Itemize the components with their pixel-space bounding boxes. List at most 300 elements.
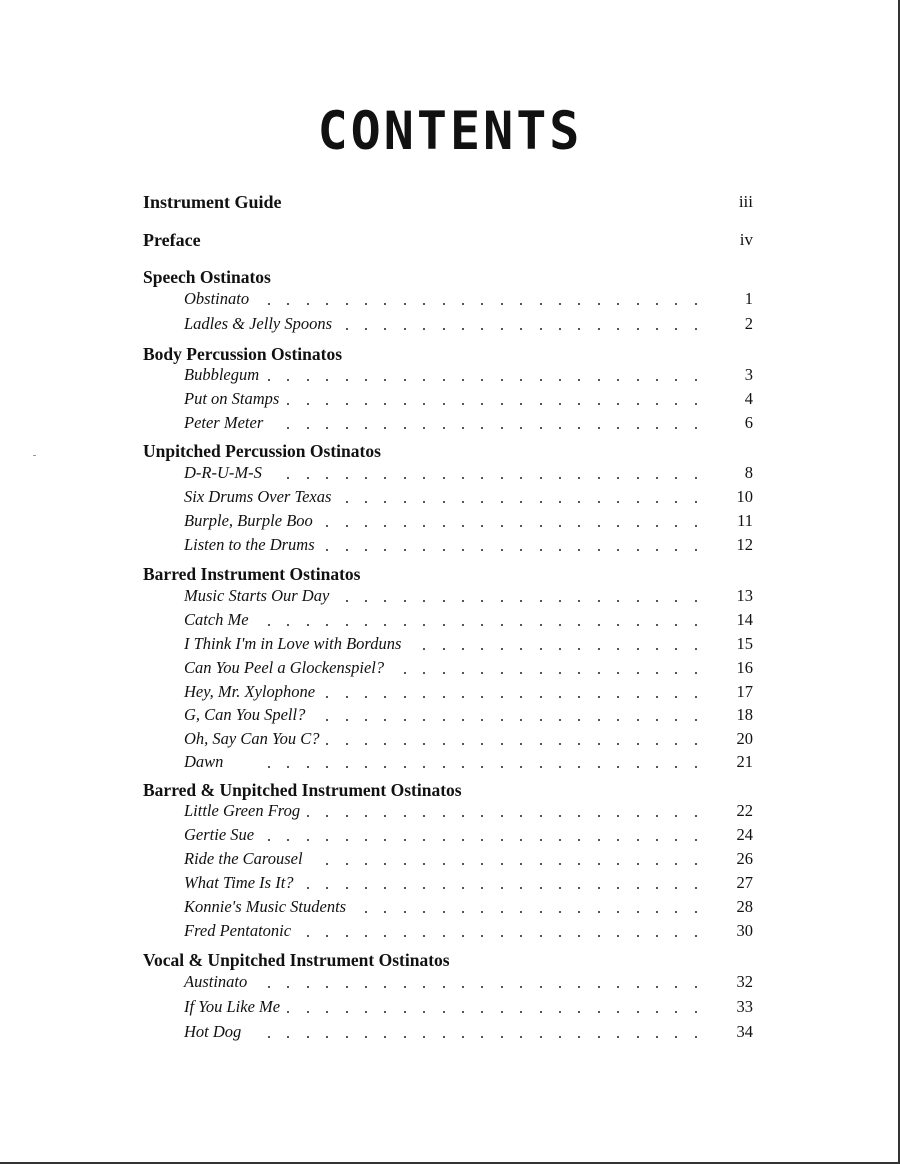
leader-dot xyxy=(559,1036,561,1038)
leader-dot xyxy=(346,839,348,841)
leader-dot xyxy=(443,815,445,817)
leader-dot xyxy=(423,501,425,503)
leader-dot xyxy=(656,624,658,626)
item-page-number: 14 xyxy=(736,610,753,629)
leader-dot xyxy=(617,911,619,913)
item-label: Hot Dog xyxy=(184,1022,242,1041)
leader-dot xyxy=(637,328,639,330)
leader-dot xyxy=(346,624,348,626)
leader-dot xyxy=(598,1036,600,1038)
item-label: Put on Stamps xyxy=(184,389,280,408)
leader-dot xyxy=(384,1011,386,1013)
leader-dot xyxy=(404,743,406,745)
leader-dot xyxy=(501,719,503,721)
dot-leader xyxy=(0,463,900,485)
item-page-number: 2 xyxy=(744,314,753,333)
leader-dot xyxy=(520,525,522,527)
leader-dot xyxy=(326,986,328,988)
leader-dot xyxy=(675,815,677,817)
leader-dot xyxy=(326,403,328,405)
leader-dot xyxy=(598,696,600,698)
leader-dot xyxy=(656,766,658,768)
leader-dot xyxy=(695,815,697,817)
leader-dot xyxy=(365,719,367,721)
item-label: Konnie's Music Students xyxy=(184,897,347,916)
leader-dot xyxy=(540,624,542,626)
leader-dot xyxy=(637,1011,639,1013)
section-heading-label: Speech Ostinatos xyxy=(143,267,271,287)
leader-dot xyxy=(559,427,561,429)
leader-dot xyxy=(598,743,600,745)
dot-leader xyxy=(0,825,900,847)
leader-dot xyxy=(443,648,445,650)
leader-dot xyxy=(656,600,658,602)
item-label: D-R-U-M-S xyxy=(184,463,262,482)
leader-dot xyxy=(501,863,503,865)
leader-dot xyxy=(481,549,483,551)
leader-dot xyxy=(384,549,386,551)
leader-dot xyxy=(695,328,697,330)
leader-dot xyxy=(423,696,425,698)
leader-dot xyxy=(675,600,677,602)
leader-dot xyxy=(326,525,328,527)
leader-dot xyxy=(365,815,367,817)
leader-dot xyxy=(404,525,406,527)
leader-dot xyxy=(326,379,328,381)
leader-dot xyxy=(326,696,328,698)
leader-dot xyxy=(540,815,542,817)
leader-dot xyxy=(346,696,348,698)
leader-dot xyxy=(675,1011,677,1013)
leader-dot xyxy=(346,815,348,817)
dot-leader xyxy=(0,705,900,727)
leader-dot xyxy=(365,427,367,429)
section-heading-label: Barred & Unpitched Instrument Ostinatos xyxy=(143,780,462,800)
page-title: CONTENTS xyxy=(317,100,583,162)
dot-leader xyxy=(0,289,900,311)
leader-dot xyxy=(501,911,503,913)
leader-dot xyxy=(481,648,483,650)
leader-dot xyxy=(404,328,406,330)
leader-dot xyxy=(656,328,658,330)
leader-dot xyxy=(481,328,483,330)
leader-dot xyxy=(617,1036,619,1038)
leader-dot xyxy=(695,863,697,865)
leader-dot xyxy=(598,477,600,479)
leader-dot xyxy=(656,648,658,650)
leader-dot xyxy=(423,743,425,745)
leader-dot xyxy=(617,624,619,626)
leader-dot xyxy=(656,696,658,698)
leader-dot xyxy=(346,403,348,405)
leader-dot xyxy=(637,549,639,551)
leader-dot xyxy=(384,328,386,330)
dot-leader xyxy=(0,511,900,533)
leader-dot xyxy=(617,887,619,889)
leader-dot xyxy=(423,303,425,305)
leader-dot xyxy=(384,403,386,405)
dot-leader xyxy=(0,849,900,871)
leader-dot xyxy=(423,863,425,865)
leader-dot xyxy=(462,696,464,698)
item-page-number: 21 xyxy=(736,752,753,771)
leader-dot xyxy=(520,863,522,865)
item-label: What Time Is It? xyxy=(184,873,294,892)
leader-dot xyxy=(637,766,639,768)
leader-dot xyxy=(695,648,697,650)
item-label: G, Can You Spell? xyxy=(184,705,306,724)
leader-dot xyxy=(346,303,348,305)
leader-dot xyxy=(365,696,367,698)
leader-dot xyxy=(578,887,580,889)
leader-dot xyxy=(462,303,464,305)
leader-dot xyxy=(540,672,542,674)
leader-dot xyxy=(637,672,639,674)
leader-dot xyxy=(384,743,386,745)
leader-dot xyxy=(423,624,425,626)
item-page-number: 8 xyxy=(744,463,753,482)
leader-dot xyxy=(520,501,522,503)
item-label: Dawn xyxy=(184,752,224,771)
leader-dot xyxy=(559,863,561,865)
dot-leader xyxy=(0,314,900,336)
leader-dot xyxy=(462,477,464,479)
dot-leader xyxy=(0,658,900,680)
leader-dot xyxy=(695,501,697,503)
leader-dot xyxy=(656,303,658,305)
item-label: Burple, Burple Boo xyxy=(184,511,313,530)
leader-dot xyxy=(559,379,561,381)
leader-dot xyxy=(384,986,386,988)
leader-dot xyxy=(423,719,425,721)
leader-dot xyxy=(540,549,542,551)
leader-dot xyxy=(443,303,445,305)
leader-dot xyxy=(520,986,522,988)
leader-dot xyxy=(520,839,522,841)
leader-dot xyxy=(501,766,503,768)
leader-dot xyxy=(540,427,542,429)
leader-dot xyxy=(423,525,425,527)
item-page-number: 22 xyxy=(736,801,753,820)
leader-dot xyxy=(423,1036,425,1038)
item-page-number: 32 xyxy=(736,972,753,991)
leader-dot xyxy=(462,525,464,527)
leader-dot xyxy=(404,696,406,698)
item-label: Obstinato xyxy=(184,289,250,308)
leader-dot xyxy=(423,379,425,381)
leader-dot xyxy=(423,477,425,479)
leader-dot xyxy=(695,1036,697,1038)
leader-dot xyxy=(637,743,639,745)
leader-dot xyxy=(384,303,386,305)
leader-dot xyxy=(598,1011,600,1013)
item-label: Austinato xyxy=(184,972,248,991)
leader-dot xyxy=(559,911,561,913)
leader-dot xyxy=(462,911,464,913)
leader-dot xyxy=(501,1011,503,1013)
leader-dot xyxy=(695,743,697,745)
dot-leader xyxy=(0,921,900,943)
leader-dot xyxy=(501,525,503,527)
leader-dot xyxy=(675,839,677,841)
leader-dot xyxy=(617,815,619,817)
leader-dot xyxy=(520,887,522,889)
leader-dot xyxy=(559,766,561,768)
leader-dot xyxy=(404,477,406,479)
leader-dot xyxy=(637,303,639,305)
item-label: Can You Peel a Glockenspiel? xyxy=(184,658,385,677)
item-page-number: 6 xyxy=(744,413,753,432)
leader-dot xyxy=(326,624,328,626)
leader-dot xyxy=(520,549,522,551)
leader-dot xyxy=(423,328,425,330)
leader-dot xyxy=(598,719,600,721)
item-label: Little Green Frog xyxy=(184,801,301,820)
leader-dot xyxy=(578,911,580,913)
leader-dot xyxy=(617,719,619,721)
leader-dot xyxy=(617,766,619,768)
leader-dot xyxy=(637,600,639,602)
leader-dot xyxy=(559,1011,561,1013)
leader-dot xyxy=(637,935,639,937)
leader-dot xyxy=(346,1011,348,1013)
leader-dot xyxy=(578,477,580,479)
leader-dot xyxy=(326,887,328,889)
leader-dot xyxy=(287,624,289,626)
leader-dot xyxy=(501,427,503,429)
leader-dot xyxy=(404,624,406,626)
leader-dot xyxy=(287,766,289,768)
leader-dot xyxy=(637,719,639,721)
item-page-number: 11 xyxy=(737,511,753,530)
leader-dot xyxy=(287,403,289,405)
leader-dot xyxy=(598,911,600,913)
leader-dot xyxy=(598,815,600,817)
leader-dot xyxy=(481,743,483,745)
leader-dot xyxy=(326,766,328,768)
leader-dot xyxy=(540,477,542,479)
leader-dot xyxy=(481,986,483,988)
leader-dot xyxy=(501,986,503,988)
leader-dot xyxy=(695,549,697,551)
leader-dot xyxy=(559,986,561,988)
leader-dot xyxy=(326,743,328,745)
leader-dot xyxy=(559,303,561,305)
item-label: Oh, Say Can You C? xyxy=(184,729,320,748)
leader-dot xyxy=(656,815,658,817)
dot-leader xyxy=(0,389,900,411)
item-label: Gertie Sue xyxy=(184,825,255,844)
leader-dot xyxy=(559,624,561,626)
leader-dot xyxy=(695,1011,697,1013)
leader-dot xyxy=(443,1011,445,1013)
leader-dot xyxy=(404,815,406,817)
leader-dot xyxy=(656,672,658,674)
leader-dot xyxy=(346,743,348,745)
leader-dot xyxy=(598,935,600,937)
leader-dot xyxy=(656,549,658,551)
leader-dot xyxy=(695,477,697,479)
leader-dot xyxy=(540,303,542,305)
item-page-number: 34 xyxy=(736,1022,753,1041)
leader-dot xyxy=(637,911,639,913)
leader-dot xyxy=(481,815,483,817)
leader-dot xyxy=(326,719,328,721)
leader-dot xyxy=(443,743,445,745)
leader-dot xyxy=(578,719,580,721)
leader-dot xyxy=(675,328,677,330)
leader-dot xyxy=(578,696,580,698)
leader-dot xyxy=(384,863,386,865)
leader-dot xyxy=(675,549,677,551)
leader-dot xyxy=(578,1036,580,1038)
leader-dot xyxy=(501,815,503,817)
leader-dot xyxy=(540,1036,542,1038)
leader-dot xyxy=(481,501,483,503)
leader-dot xyxy=(326,477,328,479)
leader-dot xyxy=(443,911,445,913)
leader-dot xyxy=(307,477,309,479)
leader-dot xyxy=(365,525,367,527)
leader-dot xyxy=(520,303,522,305)
leader-dot xyxy=(578,672,580,674)
leader-dot xyxy=(559,600,561,602)
leader-dot xyxy=(656,986,658,988)
leader-dot xyxy=(501,501,503,503)
leader-dot xyxy=(675,719,677,721)
leader-dot xyxy=(443,379,445,381)
leader-dot xyxy=(307,887,309,889)
dot-leader xyxy=(0,972,900,994)
leader-dot xyxy=(462,935,464,937)
leader-dot xyxy=(675,743,677,745)
item-page-number: 13 xyxy=(736,586,753,605)
leader-dot xyxy=(404,935,406,937)
leader-dot xyxy=(268,839,270,841)
leader-dot xyxy=(675,525,677,527)
leader-dot xyxy=(578,815,580,817)
dot-leader xyxy=(0,365,900,387)
leader-dot xyxy=(307,1036,309,1038)
leader-dot xyxy=(520,403,522,405)
leader-dot xyxy=(346,986,348,988)
leader-dot xyxy=(559,815,561,817)
leader-dot xyxy=(307,839,309,841)
leader-dot xyxy=(695,525,697,527)
leader-dot xyxy=(675,379,677,381)
leader-dot xyxy=(384,477,386,479)
leader-dot xyxy=(501,648,503,650)
leader-dot xyxy=(365,403,367,405)
leader-dot xyxy=(617,427,619,429)
leader-dot xyxy=(443,986,445,988)
leader-dot xyxy=(675,648,677,650)
leader-dot xyxy=(346,600,348,602)
leader-dot xyxy=(443,935,445,937)
leader-dot xyxy=(404,403,406,405)
leader-dot xyxy=(695,766,697,768)
leader-dot xyxy=(346,328,348,330)
leader-dot xyxy=(501,477,503,479)
leader-dot xyxy=(540,379,542,381)
leader-dot xyxy=(540,911,542,913)
leader-dot xyxy=(268,766,270,768)
dot-leader xyxy=(0,897,900,919)
leader-dot xyxy=(695,986,697,988)
leader-dot xyxy=(346,863,348,865)
leader-dot xyxy=(598,525,600,527)
leader-dot xyxy=(287,303,289,305)
leader-dot xyxy=(365,935,367,937)
leader-dot xyxy=(540,863,542,865)
leader-dot xyxy=(559,839,561,841)
leader-dot xyxy=(443,719,445,721)
leader-dot xyxy=(656,863,658,865)
item-page-number: 24 xyxy=(736,825,753,844)
leader-dot xyxy=(656,743,658,745)
leader-dot xyxy=(540,719,542,721)
leader-dot xyxy=(404,839,406,841)
leader-dot xyxy=(384,427,386,429)
item-page-number: 27 xyxy=(736,873,753,892)
leader-dot xyxy=(404,863,406,865)
item-page-number: 26 xyxy=(736,849,753,868)
leader-dot xyxy=(443,766,445,768)
leader-dot xyxy=(423,911,425,913)
leader-dot xyxy=(287,986,289,988)
leader-dot xyxy=(462,839,464,841)
leader-dot xyxy=(462,1011,464,1013)
leader-dot xyxy=(443,525,445,527)
leader-dot xyxy=(462,648,464,650)
leader-dot xyxy=(637,1036,639,1038)
leader-dot xyxy=(675,887,677,889)
leader-dot xyxy=(501,1036,503,1038)
leader-dot xyxy=(481,935,483,937)
leader-dot xyxy=(326,549,328,551)
leader-dot xyxy=(656,501,658,503)
leader-dot xyxy=(501,624,503,626)
leader-dot xyxy=(384,887,386,889)
leader-dot xyxy=(443,696,445,698)
leader-dot xyxy=(307,935,309,937)
leader-dot xyxy=(520,624,522,626)
leader-dot xyxy=(598,863,600,865)
leader-dot xyxy=(404,303,406,305)
leader-dot xyxy=(365,986,367,988)
leader-dot xyxy=(365,624,367,626)
leader-dot xyxy=(559,501,561,503)
leader-dot xyxy=(365,379,367,381)
leader-dot xyxy=(656,427,658,429)
leader-dot xyxy=(656,379,658,381)
leader-dot xyxy=(617,743,619,745)
leader-dot xyxy=(520,743,522,745)
leader-dot xyxy=(307,379,309,381)
leader-dot xyxy=(326,839,328,841)
leader-dot xyxy=(287,1011,289,1013)
leader-dot xyxy=(365,743,367,745)
leader-dot xyxy=(578,935,580,937)
leader-dot xyxy=(559,887,561,889)
leader-dot xyxy=(675,427,677,429)
leader-dot xyxy=(598,887,600,889)
leader-dot xyxy=(481,303,483,305)
leader-dot xyxy=(501,839,503,841)
leader-dot xyxy=(501,696,503,698)
leader-dot xyxy=(287,1036,289,1038)
item-page-number: 15 xyxy=(736,634,753,653)
